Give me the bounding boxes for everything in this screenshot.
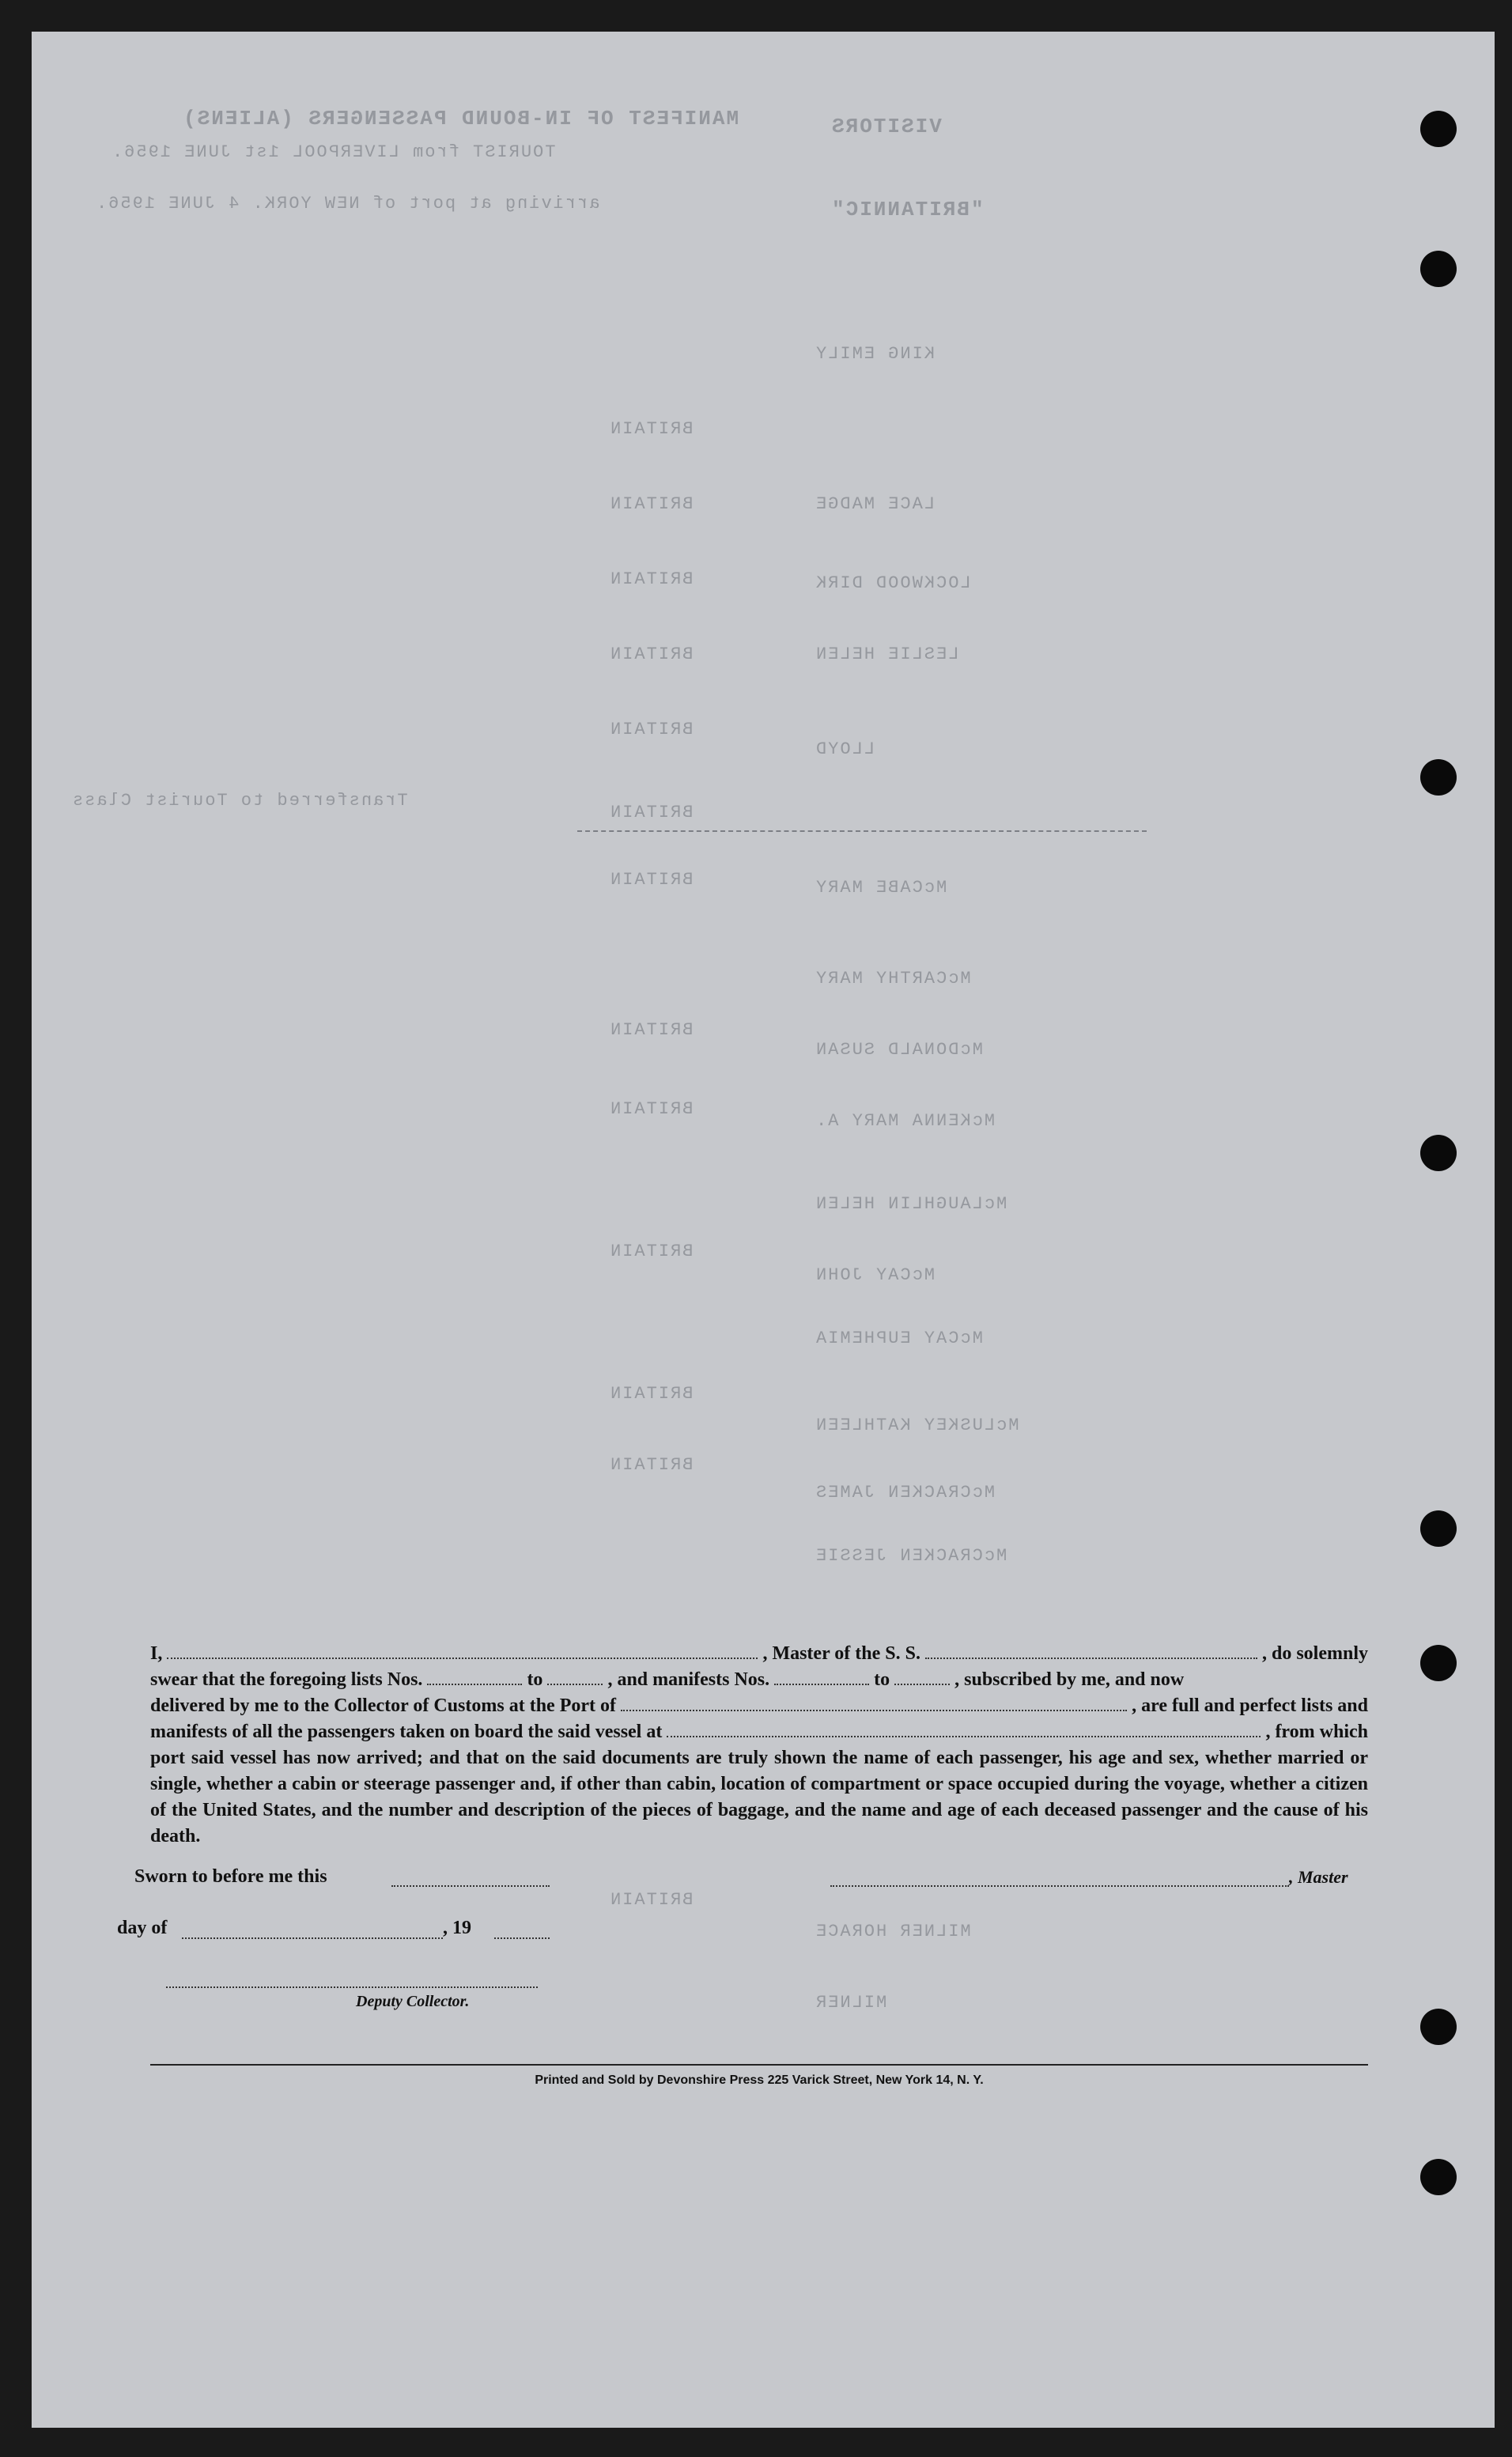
declaration-line-4 (150, 1719, 1368, 1745)
day-of-label: day of (117, 1918, 168, 1938)
printer-imprint: Printed and Sold by Devonshire Press 225 Varick Street, New York 14, N. Y. (150, 2064, 1368, 2088)
bleed-name: McLUSKEY KATHLEEN (815, 1416, 1019, 1435)
bleed-nationality: BRITAIN (609, 803, 694, 822)
master-declaration (150, 1641, 1368, 1850)
declaration-body: port said vessel has now arrived; and that on the said documents are truly shown the name of each passenger, his age and sex, whether married or single, whether a cabin or steerage passenger and, if other than cabin, location of compartment or space occupied during the voyage, whether a citizen of the United States, and the number and description of the pieces of baggage, and the name and age of each deceased passenger and the cause of his death. (150, 1748, 1368, 1847)
bleed-nationality: BRITAIN (609, 1455, 694, 1475)
manifest-page (32, 32, 1495, 2428)
vessel-name-blank (925, 1643, 1257, 1659)
punch-hole (1420, 2009, 1457, 2045)
list-to-blank (547, 1669, 603, 1685)
declaration-text: , are full and perfect lists and (1132, 1695, 1368, 1716)
bleed-note: Transferred to Tourist Class (71, 791, 408, 811)
bleed-name: KING EMILY (815, 344, 936, 364)
bleed-name: McCAY JOHN (815, 1265, 936, 1285)
declaration-text: to (874, 1669, 890, 1690)
bleed-header: arriving at port of NEW YORK. 4 JUNE 1956. (95, 194, 600, 214)
year-blank (494, 1936, 550, 1939)
bleed-nationality: BRITAIN (609, 569, 694, 589)
bleed-name: LESLIE HELEN (815, 644, 959, 664)
year-label: , 19 (443, 1918, 471, 1938)
bleed-nationality: BRITAIN (609, 644, 694, 664)
bleed-header: "BRITANNIC" (830, 198, 984, 221)
punch-hole (1420, 1135, 1457, 1171)
bleed-name: McLAUGHLIN HELEN (815, 1194, 1007, 1214)
bleed-header: TOURIST from LIVERPOOL 1st JUNE 1956. (111, 142, 556, 162)
departure-port-blank (667, 1722, 1261, 1737)
declaration-text: I, (150, 1643, 163, 1664)
bleed-header: MANIFEST OF IN-BOUND PASSENGERS (ALIENS) (182, 107, 739, 130)
declaration-line-2 (150, 1667, 1368, 1693)
master-label: , Master (1289, 1867, 1348, 1887)
bleed-rule (577, 830, 1147, 832)
bleed-name: McCRACKEN JESSIE (815, 1546, 1007, 1566)
sworn-day-blank (391, 1884, 550, 1887)
deputy-signature-blank (166, 1985, 538, 1988)
deputy-collector-label: Deputy Collector. (356, 1993, 470, 2010)
manifest-to-blank (894, 1669, 950, 1685)
declaration-text: manifests of all the passengers taken on board the said vessel at (150, 1722, 663, 1742)
declaration-text: , from which (1265, 1722, 1368, 1742)
declaration-text: swear that the foregoing lists Nos. (150, 1669, 423, 1690)
punch-hole (1420, 251, 1457, 287)
declaration-text: , Master of the S. S. (762, 1643, 920, 1664)
bleed-name: MILNER (815, 1993, 887, 2013)
bleed-header: VISITORS (830, 115, 942, 138)
punch-hole (1420, 1510, 1457, 1547)
bleed-nationality: BRITAIN (609, 1890, 694, 1910)
bleed-nationality: BRITAIN (609, 720, 694, 739)
declaration-line-3 (150, 1693, 1368, 1719)
bleed-name: McDONALD SUSAN (815, 1040, 983, 1060)
punch-hole (1420, 111, 1457, 147)
bleed-name: LLOYD (815, 739, 875, 759)
list-from-blank (427, 1669, 522, 1685)
punch-hole (1420, 1645, 1457, 1681)
bleed-nationality: BRITAIN (609, 1099, 694, 1119)
bleed-nationality: BRITAIN (609, 419, 694, 439)
punch-hole (1420, 759, 1457, 796)
manifest-from-blank (774, 1669, 869, 1685)
master-name-blank (167, 1643, 758, 1659)
bleed-name: McCAY EUPHEMIA (815, 1329, 983, 1348)
bleed-name: McCRACKEN JAMES (815, 1483, 996, 1503)
declaration-text: delivered by me to the Collector of Customs at the Port of (150, 1695, 616, 1716)
bleed-nationality: BRITAIN (609, 870, 694, 890)
bleed-name: MILNER HORACE (815, 1922, 971, 1941)
sworn-line: Sworn to before me this (134, 1866, 327, 1887)
bleed-nationality: BRITAIN (609, 1020, 694, 1040)
punch-hole (1420, 2159, 1457, 2195)
declaration-text: to (527, 1669, 543, 1690)
port-blank (621, 1695, 1127, 1711)
declaration-text: , subscribed by me, and now (954, 1669, 1185, 1690)
bleed-name: LACE MADGE (815, 494, 936, 514)
bleed-nationality: BRITAIN (609, 494, 694, 514)
master-signature-blank (830, 1884, 1289, 1887)
declaration-text: , do solemnly (1261, 1643, 1368, 1664)
bleed-name: McCABE MARY (815, 878, 947, 898)
bleed-name: McCARTHY MARY (815, 969, 971, 988)
declaration-line-1 (150, 1641, 1368, 1667)
month-blank (182, 1936, 443, 1939)
bleed-nationality: BRITAIN (609, 1242, 694, 1261)
bleed-name: McKENNA MARY A. (815, 1111, 996, 1131)
bleed-nationality: BRITAIN (609, 1384, 694, 1404)
declaration-text: , and manifests Nos. (607, 1669, 770, 1690)
bleed-name: LOCKWOOD DIRK (815, 573, 971, 593)
